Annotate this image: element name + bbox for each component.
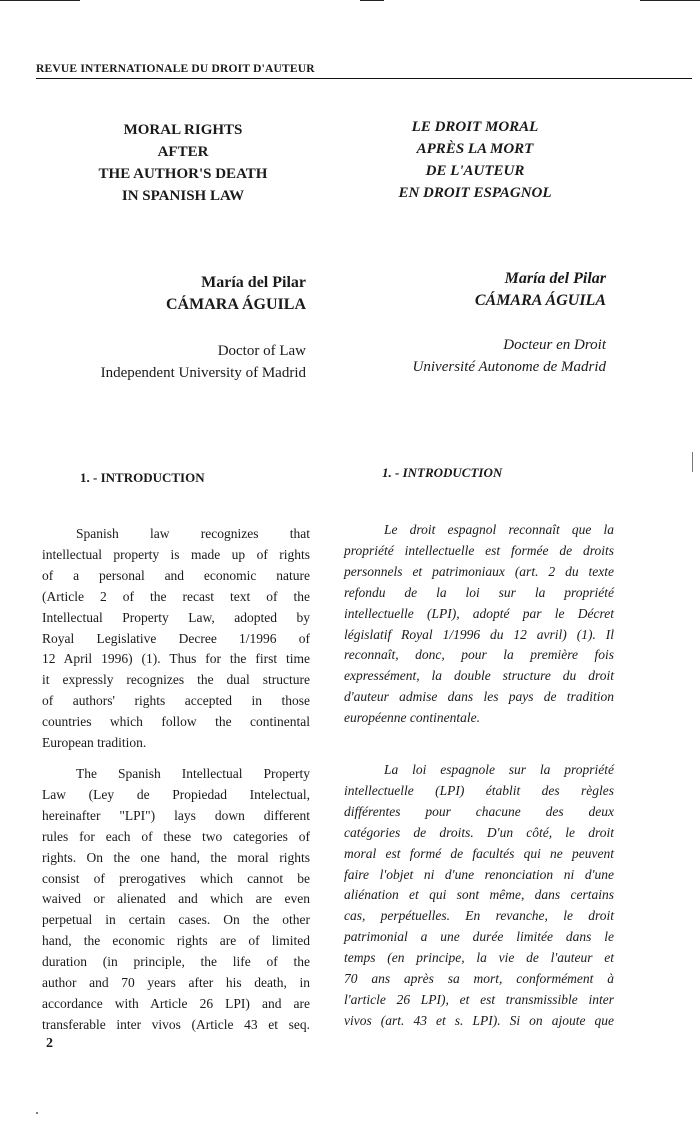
author-french [400, 268, 606, 312]
text-line: 12 April 1996) (1). Thus for the first time [42, 651, 310, 667]
text-line: rights. On the one hand, the moral rights [42, 849, 310, 865]
text-line: faire l'objet ni d'une renonciation ni d'une [344, 866, 614, 882]
text-line: hand, the economic rights are of limited [42, 933, 310, 949]
text-line: l'article 26 LPI), et est transmissible inter [344, 991, 614, 1007]
text-line: countries which follow the continental [42, 714, 310, 730]
paragraph-french-1 [344, 520, 614, 729]
header-rule [36, 78, 692, 79]
title-line: AFTER [157, 144, 209, 160]
scan-border-mark [0, 0, 80, 1]
text-line: Spanish law recognizes that [76, 526, 310, 541]
text-line: Intellectual Property Law, adopted by [42, 609, 310, 625]
scan-border-mark [360, 0, 384, 1]
text-line: Le droit espagnol reconnaît que la [384, 522, 614, 537]
text-line: patrimonial a une durée limitée dans le [344, 929, 614, 945]
author-surname: CÁMARA ÁGUILA [474, 292, 606, 309]
text-line: européenne continentale. [344, 710, 480, 726]
text-line: perpetual in certain cases. On the other [42, 912, 310, 928]
text-line: moral est formé de facultés qui ne peuvent [344, 845, 614, 861]
author-university: Independent University of Madrid [100, 365, 306, 381]
paragraph-french-2 [344, 760, 614, 1032]
title-line: EN DROIT ESPAGNOL [398, 185, 552, 201]
scan-speck [36, 1112, 38, 1114]
author-first-name: María del Pilar [201, 274, 306, 291]
author-degree: Doctor of Law [217, 343, 306, 359]
title-line: THE AUTHOR'S DEATH [98, 166, 268, 182]
section-heading-english: 1. - INTRODUCTION [80, 470, 205, 485]
text-line: waived or alienated and which are even [42, 891, 310, 907]
text-line: catégories de droits. D'un côté, le droit [344, 824, 614, 840]
text-line: personnels et patrimoniaux (art. 2 du texte [344, 563, 614, 579]
text-line: Royal Legislative Decree 1/1996 of [42, 630, 310, 646]
text-line: aliénation et qui sont même, dans certains [344, 887, 614, 903]
running-head: REVUE INTERNATIONALE DU DROIT D'AUTEUR [36, 63, 315, 75]
text-line: temps (en principe, la vie de l'auteur et [344, 950, 614, 966]
title-line: APRÈS LA MORT [416, 141, 534, 157]
page-number: 2 [46, 1036, 53, 1051]
text-line: reconnaît, donc, pour la première fois [344, 647, 614, 663]
text-line: législatif Royal 1/1996 du 12 avril) (1). Il [344, 626, 614, 642]
text-line: cas, perpétuelles. En revanche, le droit [344, 908, 614, 924]
author-surname: CÁMARA ÁGUILA [166, 296, 306, 313]
text-line: rules for each of these two categories of [42, 828, 310, 844]
affiliation-english [40, 340, 306, 384]
text-line: duration (in principle, the life of the [42, 954, 310, 970]
text-line: consist of prerogatives which cannot be [42, 870, 310, 886]
text-line: of authors' rights accepted in those [42, 693, 310, 709]
text-line: Law (Ley de Propiedad Intelectual, [42, 786, 310, 802]
title-line: DE L'AUTEUR [425, 163, 525, 179]
author-degree: Docteur en Droit [503, 337, 606, 353]
text-line: intellectual property is made up of rights [42, 546, 310, 562]
affiliation-french [350, 334, 606, 378]
author-english [100, 272, 306, 316]
text-line: hereinafter "LPI") lays down different [42, 807, 310, 823]
paragraph-english-1 [42, 524, 310, 754]
text-line: The Spanish Intellectual Property [76, 766, 310, 781]
text-line: d'auteur admise dans les pays de tradition [344, 689, 614, 705]
title-french [360, 116, 590, 204]
text-line: intellectuelle (LPI), adopté par le Décret [344, 605, 614, 621]
text-line: transferable inter vivos (Article 43 et seq. [42, 1016, 310, 1032]
title-english [58, 119, 308, 207]
scan-border-mark [640, 0, 700, 1]
text-line: 70 ans après sa mort, conformément à [344, 971, 614, 987]
text-line: vivos (art. 43 et s. LPI). Si on ajoute que [344, 1012, 614, 1028]
scan-edge-mark [692, 452, 693, 472]
text-line: accordance with Article 26 LPI) and are [42, 995, 310, 1011]
text-line: author and 70 years after his death, in [42, 975, 310, 991]
text-line: European tradition. [42, 735, 147, 751]
author-university: Université Autonome de Madrid [412, 359, 606, 375]
paragraph-english-2 [42, 764, 310, 1036]
text-line: of a personal and economic nature [42, 567, 310, 583]
text-line: intellectuelle (LPI) établit des règles [344, 782, 614, 798]
author-first-name: María del Pilar [504, 270, 606, 287]
section-heading-french: 1. - INTRODUCTION [382, 465, 503, 480]
text-line: (Article 2 of the recast text of the [42, 588, 310, 604]
text-line: expressément, la double structure du droit [344, 668, 614, 684]
text-line: it expressly recognizes the dual structure [42, 672, 310, 688]
title-line: LE DROIT MORAL [411, 119, 539, 135]
text-line: différentes pour chacune des deux [344, 803, 614, 819]
text-line: propriété intellectuelle est formée de droits [344, 542, 614, 558]
text-line: refondu de la loi sur la propriété [344, 584, 614, 600]
text-line: La loi espagnole sur la propriété [384, 762, 614, 777]
title-line: MORAL RIGHTS [123, 122, 243, 138]
title-line: IN SPANISH LAW [121, 188, 245, 204]
